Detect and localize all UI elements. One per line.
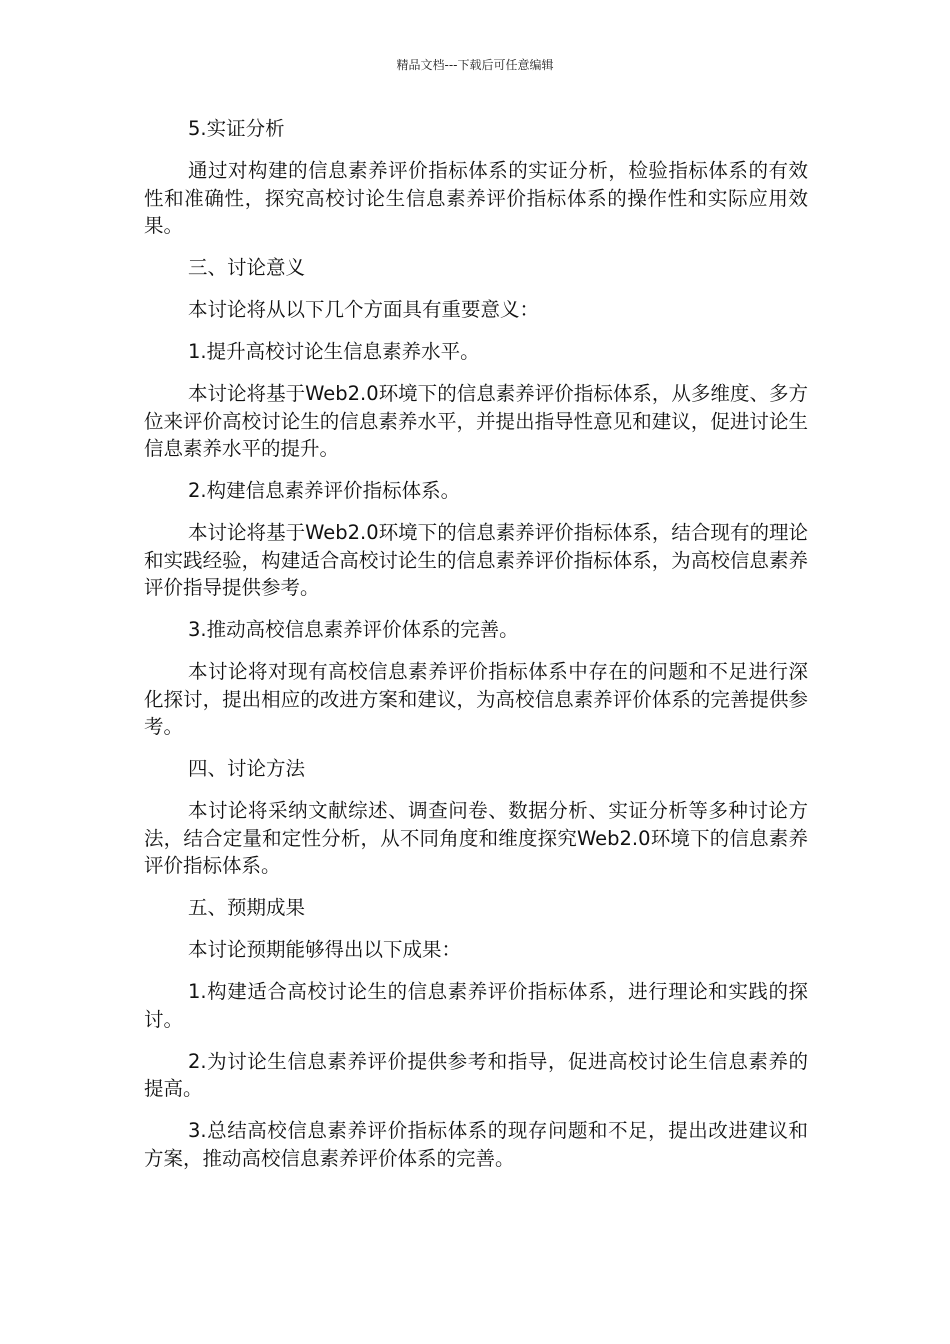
list-heading-1: 1.提升高校讨论生信息素养水平。	[188, 340, 480, 363]
document-body	[144, 115, 808, 1187]
list-heading-2: 2.构建信息素养评价指标体系。	[188, 479, 461, 502]
page-header: 精品文档---下载后可任意编辑	[396, 58, 554, 72]
paragraph-significance-2: 本讨论将基于Web2.0环境下的信息素养评价指标体系，结合现有的理论和实践经验，构建适合高校讨论生的信息素养评价指标体系，为高校信息素养评价指导提供参考。	[144, 521, 808, 599]
section-heading-expected-results: 五、预期成果	[188, 896, 306, 919]
list-item-result-2: 2.为讨论生信息素养评价提供参考和指导，促进高校讨论生信息素养的提高。	[144, 1049, 808, 1100]
list-item-result-1: 1.构建适合高校讨论生的信息素养评价指标体系，进行理论和实践的探讨。	[144, 980, 808, 1031]
list-heading-3: 3.推动高校信息素养评价体系的完善。	[188, 618, 519, 641]
section-heading-methods: 四、讨论方法	[188, 757, 306, 780]
paragraph-significance-intro: 本讨论将从以下几个方面具有重要意义：	[188, 298, 540, 321]
paragraph-results-intro: 本讨论预期能够得出以下成果：	[188, 938, 462, 961]
section-heading-empirical-analysis: 5.实证分析	[188, 117, 285, 140]
paragraph-significance-3: 本讨论将对现有高校信息素养评价指标体系中存在的问题和不足进行深化探讨，提出相应的改进方案和建议，为高校信息素养评价体系的完善提供参考。	[144, 660, 808, 738]
paragraph-empirical-analysis: 通过对构建的信息素养评价指标体系的实证分析，检验指标体系的有效性和准确性，探究高校讨论生信息素养评价指标体系的操作性和实际应用效果。	[144, 159, 808, 237]
paragraph-methods: 本讨论将采纳文献综述、调查问卷、数据分析、实证分析等多种讨论方法，结合定量和定性分析，从不同角度和维度探究Web2.0环境下的信息素养评价指标体系。	[144, 799, 808, 877]
section-heading-significance: 三、讨论意义	[188, 256, 306, 279]
list-item-result-3: 3.总结高校信息素养评价指标体系的现存问题和不足，提出改进建议和方案，推动高校信息素养评价体系的完善。	[144, 1119, 808, 1170]
paragraph-significance-1: 本讨论将基于Web2.0环境下的信息素养评价指标体系，从多维度、多方位来评价高校讨论生的信息素养水平，并提出指导性意见和建议，促进讨论生信息素养水平的提升。	[144, 382, 808, 460]
